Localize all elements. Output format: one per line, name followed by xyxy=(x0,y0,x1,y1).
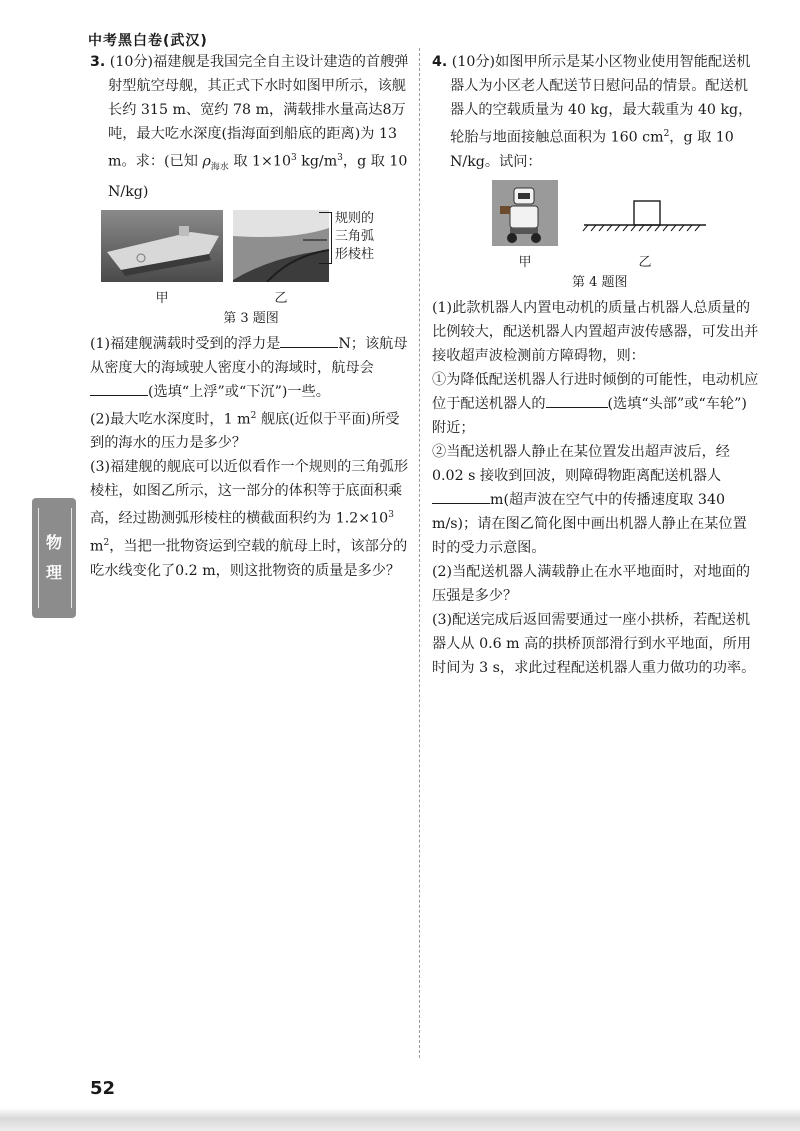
q4-figure-a xyxy=(492,180,558,272)
side-tab-char-1: 物 xyxy=(45,533,62,552)
q4-intro: 4. (10分)如图甲所示是某小区物业使用智能配送机器人为小区老人配送节日慰问品的情景。配送机器人的空载质量为 40 kg，最大载重为 40 kg，轮胎与地面接触总面积为 160 $cm^2$，g 取 10 N/kg。试问： xyxy=(432,54,753,170)
q4-figure-b-label: 乙 xyxy=(638,254,652,270)
q3-figure-title: 第 3 题图 xyxy=(223,310,279,326)
q3-figure-a-label: 甲 xyxy=(155,290,169,306)
q4-part-1-1: ①为降低配送机器人行进时倾倒的可能性，电动机应位于配送机器人的 (选填“头部”或“车轮”)附近； xyxy=(432,371,759,436)
q4-figure-title: 第 4 题图 xyxy=(572,274,628,290)
q3-part-2: (2)最大吃水深度时，1 $m^2$ 舰底(近似于平面)所受到的海水的压力是多少？ xyxy=(90,410,400,452)
q3-figure-b-label: 乙 xyxy=(274,290,288,306)
q3-part-1: (1)福建舰满载时受到的浮力是 N；该航母从密度大的海域驶人密度小的海域时，航母会(选填“上浮”或“下沉”)一些。 xyxy=(90,332,412,404)
q4-part-3: (3)配送完成后返回需要通过一座小拱桥，若配送机器人从 0.6 m 高的拱桥顶部滑行到水平地面，所用时间为 3 s，求此过程配送机器人重力做功的功率。 xyxy=(432,611,756,676)
column-divider xyxy=(419,48,420,1058)
q3-figure-a xyxy=(101,210,223,308)
delivery-robot-photo xyxy=(492,180,558,246)
robot-force-diagram xyxy=(582,180,708,246)
hull-bottom-photo xyxy=(233,210,329,282)
q4-figure-a-label: 甲 xyxy=(518,254,532,270)
page-number: 52 xyxy=(90,1078,116,1099)
q3-intro: 3. (10分)福建舰是我国完全自主设计建造的首艘弹射型航空母舰，其正式下水时如图甲所示，该舰长约 315 m、宽约 78 m，满载排水量高达8万吨，最大吃水深度(指海面到船底的距离)为 13 m。求：(已知 $\rho_{海水}$ 取 $1\times 10^3$ $kg/m^3$，g 取 10 N/kg) xyxy=(90,54,409,200)
q4-figure xyxy=(492,180,760,272)
q3-figure-annotation: 规则的 三角弧 形棱柱 xyxy=(335,210,375,262)
q4-answer-blank-1[interactable] xyxy=(546,393,608,408)
q4-number: 4. xyxy=(432,54,448,70)
q4-part-2: (2)当配送机器人满载静止在水平地面时，对地面的压强是多少？ xyxy=(432,563,751,604)
q3-answer-blank-1[interactable] xyxy=(280,333,338,348)
side-tab-char-2: 理 xyxy=(45,563,62,582)
page-bottom-edge xyxy=(0,1108,800,1131)
q4-part-1: (1)此款机器人内置电动机的质量占机器人总质量的比例较大，配送机器人内置超声波传感器，可发出并接收超声波检测前方障碍物，则： xyxy=(432,299,759,364)
q4-figure-b xyxy=(582,180,708,272)
q3-part-3: (3)福建舰的舰底可以近似看作一个规则的三角弧形棱柱，如图乙所示，这一部分的体积等于底面积乘高，经过勘测弧形棱柱的横截面积约为 $1.2\times 10^3$ $m^2$，当把一批物资运到空载的航母上时，该部分的吃水线变化了0.2 m，则这批物资的质量是多少？ xyxy=(90,459,409,579)
q3-answer-blank-2[interactable] xyxy=(90,381,148,396)
q3-figure xyxy=(90,210,412,308)
q4-answer-blank-2[interactable] xyxy=(432,489,490,504)
question-4 xyxy=(432,50,760,680)
q4-part-1-2: ②当配送机器人静止在某位置发出超声波后，经 0.02 s 接收到回波，则障碍物距离配送机器人m(超声波在空气中的传播速度取 340 m/s)；请在图乙简化图中画出机器人静止在某位置时的受力示意图。 xyxy=(432,443,747,556)
q3-figure-b xyxy=(233,210,401,308)
aircraft-carrier-photo xyxy=(101,210,223,282)
q3-number: 3. xyxy=(90,54,106,70)
subject-side-tab xyxy=(32,498,76,618)
question-3 xyxy=(90,50,412,583)
annotation-bracket xyxy=(319,212,332,264)
page-header: 中考黑白卷(武汉) xyxy=(88,33,208,49)
